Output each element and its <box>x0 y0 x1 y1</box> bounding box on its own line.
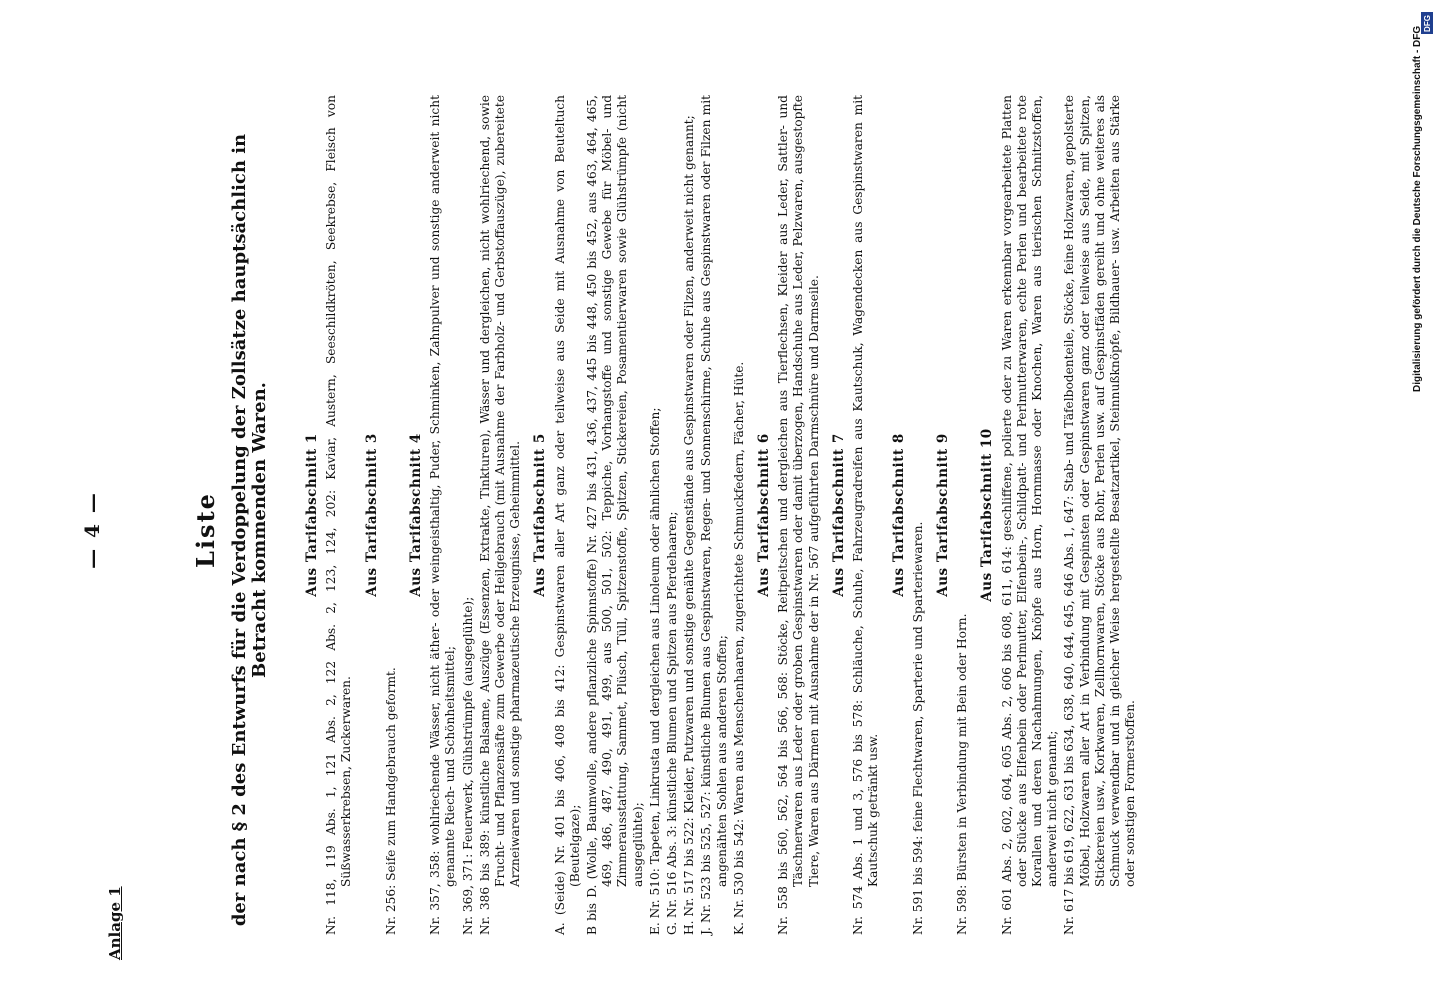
section-heading: Aus Tarifabschnitt 5 <box>532 433 549 597</box>
tariff-entry: Nr. 369, 371: Feuerwerk, Glühstrümpfe (ausgeglühte); <box>460 596 475 935</box>
annex-label: Anlage 1 <box>106 886 124 960</box>
document-subtitle: der nach § 2 des Entwurfs für die Verdoppelung der Zollsätze hauptsächlich in Betracht kommenden Waren. <box>229 133 270 927</box>
section-heading: Aus Tarifabschnitt 8 <box>890 433 907 597</box>
tariff-entry: Nr. 118, 119 Abs. 1, 121 Abs. 2, 122 Abs. 2, 123, 124, 202: Kaviar, Austern, Seeschildkröten, Seekrebse, Fleisch von Süßwasserkrebsen, Zuckerwaren. <box>324 95 354 935</box>
section-heading: Aus Tarifabschnitt 6 <box>756 433 773 597</box>
section-heading: Aus Tarifabschnitt 9 <box>934 433 951 597</box>
tariff-entry: Nr. 574 Abs. 1 und 3, 576 bis 578: Schläuche, Schuhe, Fahrzeugradreifen aus Kautschuk, Wagendecken aus Gespinstwaren mit Kautschuk getränkt usw. <box>851 95 881 935</box>
tariff-entry: Nr. 598: Bürsten in Verbindung mit Bein oder Horn. <box>955 613 970 935</box>
tariff-entry: Nr. 617 bis 619, 622, 631 bis 634, 638, 640, 644, 645, 646 Abs. 1, 647: Stab- und Täfelbodenteile, Stöcke, feine Holzwaren, gepolsterte Möbel, Holzwaren aller Art in Verbindung mit Gespinsten oder Gespinstwaren ganz oder teilweise aus Seide, mit Spitzen, Stickereien usw., Korkwaren, Zellhornwaren, Stöcke aus Rohr, Perlen usw. auf Gespinstfäden gereiht und ohne weiteres als Schmuck verwendbar und in gleicher Weise hergestellte Besatzartikel, Steinnußknöpfe, Bildhauer- usw. Arbeiten aus Stärke oder sonstigen Formerstoffen. <box>1062 95 1138 935</box>
document-title: Liste <box>191 492 220 568</box>
tariff-entry: E. Nr. 510: Tapeten, Linkrusta und dergleichen aus Linoleum oder ähnlichen Stoffen; <box>647 407 662 935</box>
tariff-entry: Nr. 601 Abs. 2, 602, 604, 605 Abs. 2, 606 bis 608, 611, 614: geschliffene, polierte oder zu Waren erkennbar vorgearbeitete Platten oder Stücke aus Elfenbein oder Perlmutter, Elfenbein-, Schildpatt- und Perlmutterwaren, echte Perlen und bearbeitete rote Korallen und deren Nachahmungen, Knöpfe aus Horn, Hornmasse oder Knochen, Waren aus tierischen Schnitzstoffen, anderweit nicht genannt; <box>999 95 1060 935</box>
tariff-entry: Nr. 357, 358: wohlriechende Wässer, nicht äther- oder weingeisthaltig, Puder, Schminken, Zahnpulver und sonstige anderweit nicht genannte Riech- und Schönheitsmittel; <box>428 95 458 935</box>
tariff-entry: Nr. 386 bis 389: künstliche Balsame, Auszüge (Essenzen, Extrakte, Tinkturen), Wässer und dergleichen, nicht wohlriechend, sowie Frucht- und Pflanzensäfte zum Gewerbe oder Heilgebrauch (mit Ausnahme der Farbholz- und Gerbstoffauszüge), zubereitete Arzneiwaren und sonstige pharmazeutische Erzeugnisse, Geheimmittel. <box>477 95 523 935</box>
document-body <box>295 95 1140 935</box>
tariff-entry: Nr. 558 bis 560, 562, 564 bis 566, 568: Stöcke, Reitpeitschen und dergleichen aus Tierflechsen, Kleider aus Leder, Sattler- und Täschnerwaren aus Leder oder groben Gespinstwaren oder damit überzogen, Handschuhe aus Leder, Pelzwaren, ausgestopfte Tiere, Waren aus Därmen mit Ausnahme der in Nr. 567 aufgeführten Darmschnüre und Darmseile. <box>776 95 821 935</box>
digitization-note: Digitalisierung gefördert durch die Deutsche Forschungsgemeinschaft - DFG <box>1412 25 1423 392</box>
tariff-entry: J. Nr. 523 bis 525, 527: künstliche Blumen aus Gespinstwaren, Regen- und Sonnenschirme, Schuhe aus Gespinstwaren oder Filzen mit angenähten Sohlen aus anderen Stoffen; <box>699 95 729 935</box>
dfg-logo-text: DFG <box>1422 14 1432 32</box>
section-heading: Aus Tarifabschnitt 10 <box>979 428 996 602</box>
tariff-entry: B bis D. (Wolle, Baumwolle, andere pflanzliche Spinnstoffe) Nr. 427 bis 431, 436, 437, 445 bis 448, 450 bis 452, aus 463, 464, 465, 469, 486, 487, 490, 491, 499, aus 500, 501, 502: Teppiche, Vorhangstoffe und sonstige Gewebe für Möbel- und Zimmerausstattung, Sammet, Plüsch, Tüll, Spitzenstoffe, Spitzen, Stickereien, Posamentierwaren sowie Glühstrümpfe (nicht ausgeglühte); <box>585 95 645 935</box>
tariff-entry: Nr. 256: Seife zum Handgebrauch geformt. <box>383 667 398 935</box>
tariff-entry: A. (Seide) Nr. 401 bis 406, 408 bis 412: Gespinstwaren aller Art ganz oder teilweise aus Seide mit Ausnahme von Beuteltuch (Beutelgaze); <box>552 95 582 935</box>
section-heading: Aus Tarifabschnitt 3 <box>363 433 380 597</box>
section-heading: Aus Tarifabschnitt 4 <box>408 433 425 597</box>
tariff-entry: Nr. 591 bis 594: feine Flechtwaren, Sparterie und Sparteriewaren. <box>910 521 925 935</box>
tariff-entry: K. Nr. 530 bis 542: Waren aus Menschenhaaren, zugerichtete Schmuckfedern, Fächer, Hüte. <box>731 361 746 935</box>
tariff-entry: H. Nr. 517 bis 522: Kleider, Putzwaren und sonstige genähte Gegenstände aus Gespinstwaren oder Filzen, anderweit nicht genannt; <box>682 115 697 935</box>
section-heading: Aus Tarifabschnitt 7 <box>830 433 847 597</box>
tariff-entry: G. Nr. 516 Abs. 3: künstliche Blumen und Spitzen aus Pferdehaaren; <box>665 511 680 935</box>
page-number: — 4 — <box>80 491 104 569</box>
rotated-page-content <box>80 95 1190 960</box>
section-heading: Aus Tarifabschnitt 1 <box>304 433 320 597</box>
